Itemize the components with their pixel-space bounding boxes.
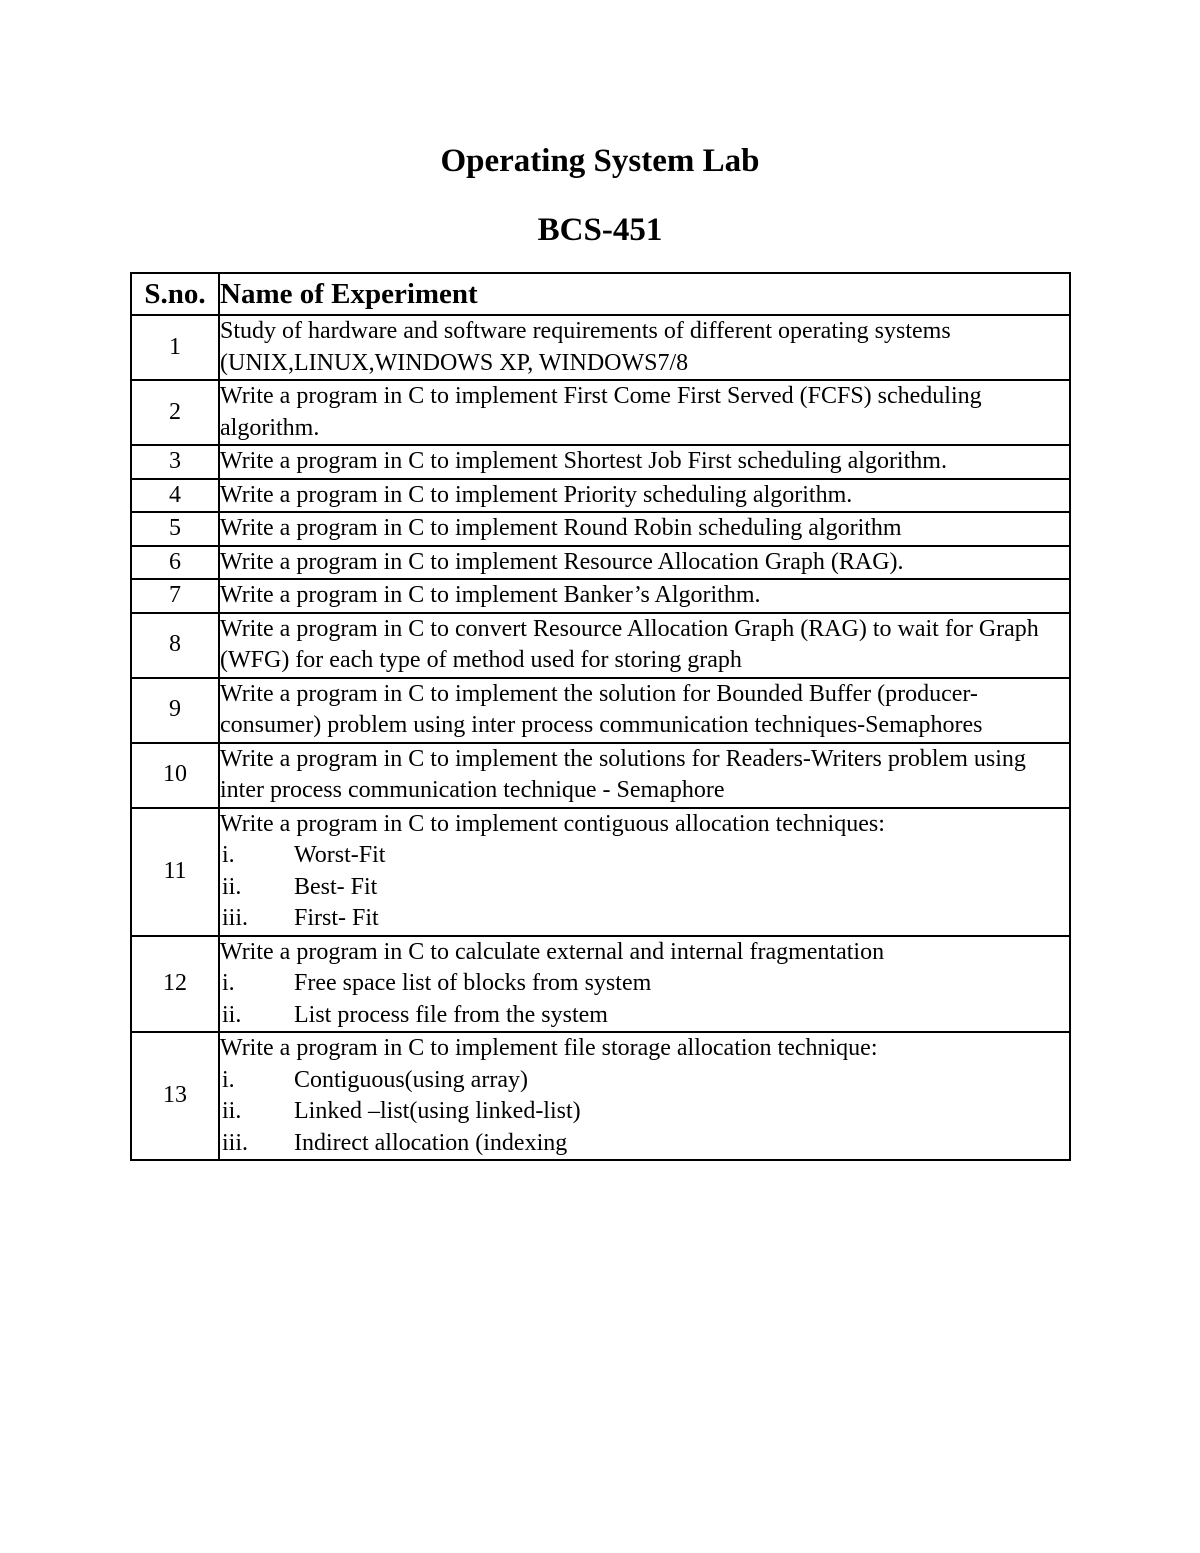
table-row: [131, 380, 1070, 445]
row-experiment: [219, 936, 1070, 1033]
sub-item: [220, 1000, 1069, 1032]
row-experiment: [219, 579, 1070, 613]
row-sno: 4: [131, 479, 219, 513]
experiment-text: Write a program in C to calculate external and internal fragmentation: [220, 938, 885, 965]
table-row: [131, 1032, 1070, 1160]
sub-item-text: Best- Fit: [294, 873, 378, 900]
row-sno: 10: [131, 743, 219, 808]
experiment-text: Study of hardware and software requirements of different operating systems (UNIX,LINUX,WINDOWS XP, WINDOWS7/8: [220, 318, 951, 376]
row-sno: 8: [131, 613, 219, 678]
row-experiment: [219, 678, 1070, 743]
row-sno: 12: [131, 936, 219, 1033]
experiment-text: Write a program in C to implement Round Robin scheduling algorithm: [220, 515, 902, 541]
sub-item: [220, 1128, 1069, 1160]
row-experiment: [219, 479, 1070, 513]
sub-item-text: List process file from the system: [294, 1001, 608, 1028]
sub-item-number: iii.: [222, 905, 249, 931]
row-sno: 2: [131, 380, 219, 445]
row-sno: 1: [131, 315, 219, 380]
table-row: [131, 546, 1070, 580]
table-row: [131, 479, 1070, 513]
experiment-text: Write a program in C to implement Priority scheduling algorithm.: [220, 481, 853, 508]
course-code: BCS-451: [537, 212, 663, 248]
row-experiment: [219, 445, 1070, 479]
sub-item-number: ii.: [222, 873, 242, 900]
sub-item-number: i.: [222, 1066, 235, 1093]
experiment-text: Write a program in C to implement Resource Allocation Graph (RAG).: [220, 548, 904, 575]
sub-item-number: i.: [222, 970, 235, 996]
row-sno: 5: [131, 512, 219, 546]
table-row: [131, 678, 1070, 743]
sub-item: [220, 1096, 1069, 1128]
row-sno: 6: [131, 546, 219, 580]
table-body: [131, 315, 1070, 1160]
sub-item-number: ii.: [222, 1098, 242, 1124]
table-row: [131, 936, 1070, 1033]
row-experiment: [219, 808, 1070, 936]
table-row: [131, 579, 1070, 613]
sub-item-text: Linked –list(using linked-list): [294, 1098, 581, 1124]
experiment-text: Write a program in C to implement file storage allocation technique:: [220, 1035, 878, 1061]
sub-item-text: First- Fit: [294, 905, 379, 931]
sub-item: [220, 903, 1069, 935]
sub-item-text: Free space list of blocks from system: [294, 970, 652, 996]
row-sno: 3: [131, 445, 219, 479]
experiment-text: Write a program in C to implement Banker’s Algorithm.: [220, 582, 761, 608]
row-experiment: [219, 512, 1070, 546]
row-sno: 7: [131, 579, 219, 613]
experiment-text: Write a program in C to implement the solution for Bounded Buffer (producer-consumer) problem using inter process communication techniques-Semaphores: [220, 680, 983, 738]
row-experiment: [219, 380, 1070, 445]
row-experiment: [219, 613, 1070, 678]
row-experiment: [219, 1032, 1070, 1160]
table-row: [131, 743, 1070, 808]
sub-item: [220, 840, 1069, 872]
sub-item-number: i.: [222, 842, 235, 868]
sub-item-number: ii.: [222, 1001, 242, 1028]
row-sno: 11: [131, 808, 219, 936]
experiment-text: Write a program in C to implement the solutions for Readers-Writers problem using inter process communication technique - Semaphore: [220, 745, 1026, 803]
table-row: [131, 613, 1070, 678]
header-sno: S.no.: [131, 273, 219, 315]
table-row: [131, 512, 1070, 546]
sub-item-text: Worst-Fit: [294, 842, 386, 868]
document-title: Operating System Lab: [440, 143, 760, 179]
experiments-table: [130, 272, 1071, 1161]
experiment-text: Write a program in C to implement First Come First Served (FCFS) scheduling algorithm.: [220, 383, 982, 441]
table-row: [131, 445, 1070, 479]
row-sno: 13: [131, 1032, 219, 1160]
header-experiment-name: Name of Experiment: [219, 273, 1070, 315]
table-row: [131, 808, 1070, 936]
experiment-text: Write a program in C to convert Resource Allocation Graph (RAG) to wait for Graph (WFG) for each type of method used for storing graph: [220, 615, 1039, 673]
row-experiment: [219, 315, 1070, 380]
experiment-text: Write a program in C to implement Shortest Job First scheduling algorithm.: [220, 448, 947, 474]
sub-item: [220, 872, 1069, 904]
experiment-text: Write a program in C to implement contiguous allocation techniques:: [220, 810, 885, 837]
row-sno: 9: [131, 678, 219, 743]
table-row: [131, 315, 1070, 380]
row-experiment: [219, 743, 1070, 808]
row-experiment: [219, 546, 1070, 580]
sub-item: [220, 968, 1069, 1000]
sub-item: [220, 1065, 1069, 1097]
sub-item-number: iii.: [222, 1129, 249, 1156]
table-header-row: [131, 273, 1070, 315]
sub-item-text: Contiguous(using array): [294, 1066, 528, 1093]
sub-item-text: Indirect allocation (indexing: [294, 1129, 568, 1156]
